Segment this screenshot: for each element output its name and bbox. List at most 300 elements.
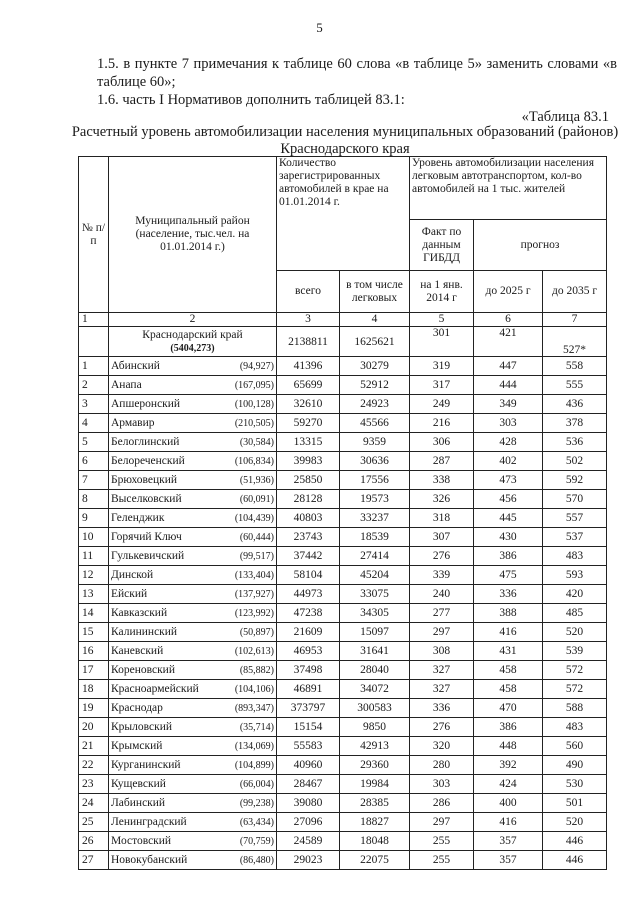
district-label: Армавир bbox=[111, 416, 155, 429]
row-number: 13 bbox=[79, 585, 109, 604]
district-name bbox=[109, 433, 277, 452]
district-population: (123,992) bbox=[234, 607, 274, 619]
forecast-2035: 520 bbox=[543, 623, 607, 642]
passenger-cars: 42913 bbox=[340, 737, 410, 756]
district-label: Ленинградский bbox=[111, 815, 187, 828]
header-district: Муниципальный район (население, тыс.чел. на 01.01.2014 г.) bbox=[109, 157, 277, 313]
passenger-cars: 29360 bbox=[340, 756, 410, 775]
district-name bbox=[109, 566, 277, 585]
forecast-2025: 448 bbox=[474, 737, 543, 756]
forecast-2025: 402 bbox=[474, 452, 543, 471]
krai-name: Краснодарский край bbox=[142, 328, 243, 341]
forecast-2035: 436 bbox=[543, 395, 607, 414]
district-population: (50,897) bbox=[239, 626, 274, 638]
total-vehicles: 37498 bbox=[277, 661, 340, 680]
row-number: 7 bbox=[79, 471, 109, 490]
total-vehicles: 28128 bbox=[277, 490, 340, 509]
forecast-2025: 424 bbox=[474, 775, 543, 794]
table-row bbox=[79, 395, 607, 414]
row-number: 19 bbox=[79, 699, 109, 718]
district-label: Горячий Ключ bbox=[111, 530, 182, 543]
forecast-2025: 430 bbox=[474, 528, 543, 547]
district-name bbox=[109, 509, 277, 528]
district-population: (86,480) bbox=[239, 854, 274, 866]
district-population: (60,091) bbox=[239, 493, 274, 505]
table-row bbox=[79, 585, 607, 604]
row-number: 23 bbox=[79, 775, 109, 794]
forecast-2035: 485 bbox=[543, 604, 607, 623]
district-population: (99,517) bbox=[239, 550, 274, 562]
table-row bbox=[79, 433, 607, 452]
fact-2014: 308 bbox=[410, 642, 474, 661]
krai-cars: 1625621 bbox=[340, 327, 410, 357]
passenger-cars: 30636 bbox=[340, 452, 410, 471]
total-vehicles: 46953 bbox=[277, 642, 340, 661]
district-name bbox=[109, 794, 277, 813]
district-population: (210,505) bbox=[234, 417, 274, 429]
district-label: Геленджик bbox=[111, 511, 165, 524]
row-number: 24 bbox=[79, 794, 109, 813]
row-number: 10 bbox=[79, 528, 109, 547]
district-population: (134,069) bbox=[234, 740, 274, 752]
district-name bbox=[109, 851, 277, 870]
table-title: Расчетный уровень автомобилизации населения муниципальных образований (районов) Краснодарского края bbox=[71, 124, 619, 157]
row-number: 16 bbox=[79, 642, 109, 661]
table-row bbox=[79, 623, 607, 642]
district-population: (66,004) bbox=[239, 778, 274, 790]
fact-2014: 276 bbox=[410, 547, 474, 566]
colnum-4: 4 bbox=[340, 313, 410, 327]
total-vehicles: 32610 bbox=[277, 395, 340, 414]
district-label: Анапа bbox=[111, 378, 142, 391]
forecast-2035: 555 bbox=[543, 376, 607, 395]
header-total: всего bbox=[277, 271, 340, 313]
district-label: Новокубанский bbox=[111, 853, 188, 866]
row-number: 8 bbox=[79, 490, 109, 509]
total-vehicles: 46891 bbox=[277, 680, 340, 699]
district-label: Каневский bbox=[111, 644, 164, 657]
forecast-2025: 386 bbox=[474, 547, 543, 566]
forecast-2035: 520 bbox=[543, 813, 607, 832]
passenger-cars: 34305 bbox=[340, 604, 410, 623]
district-name bbox=[109, 357, 277, 376]
forecast-2025: 447 bbox=[474, 357, 543, 376]
district-population: (167,095) bbox=[234, 379, 274, 391]
passenger-cars: 18048 bbox=[340, 832, 410, 851]
district-name bbox=[109, 376, 277, 395]
district-label: Ейский bbox=[111, 587, 148, 600]
district-label: Лабинский bbox=[111, 796, 166, 809]
passenger-cars: 18827 bbox=[340, 813, 410, 832]
row-number: 21 bbox=[79, 737, 109, 756]
district-name bbox=[109, 528, 277, 547]
table-row bbox=[79, 414, 607, 433]
district-name bbox=[109, 395, 277, 414]
forecast-2025: 470 bbox=[474, 699, 543, 718]
total-vehicles: 15154 bbox=[277, 718, 340, 737]
forecast-2035: 530 bbox=[543, 775, 607, 794]
table-row bbox=[79, 452, 607, 471]
row-number: 6 bbox=[79, 452, 109, 471]
passenger-cars: 17556 bbox=[340, 471, 410, 490]
forecast-2035: 446 bbox=[543, 832, 607, 851]
fact-2014: 287 bbox=[410, 452, 474, 471]
passenger-cars: 30279 bbox=[340, 357, 410, 376]
district-population: (35,714) bbox=[239, 721, 274, 733]
district-label: Выселковский bbox=[111, 492, 182, 505]
district-label: Кавказский bbox=[111, 606, 168, 619]
colnum-1: 1 bbox=[79, 313, 109, 327]
header-jan2014: на 1 янв. 2014 г bbox=[410, 271, 474, 313]
forecast-2035: 558 bbox=[543, 357, 607, 376]
forecast-2025: 386 bbox=[474, 718, 543, 737]
passenger-cars: 33237 bbox=[340, 509, 410, 528]
table-row bbox=[79, 490, 607, 509]
forecast-2035: 502 bbox=[543, 452, 607, 471]
forecast-2025: 431 bbox=[474, 642, 543, 661]
krai-fact: 301 bbox=[410, 327, 474, 357]
forecast-2025: 444 bbox=[474, 376, 543, 395]
krai-2035: 527* bbox=[543, 327, 607, 357]
district-population: (94,927) bbox=[239, 360, 274, 372]
total-vehicles: 373797 bbox=[277, 699, 340, 718]
passenger-cars: 45204 bbox=[340, 566, 410, 585]
fact-2014: 297 bbox=[410, 623, 474, 642]
district-label: Белоглинский bbox=[111, 435, 180, 448]
row-number: 25 bbox=[79, 813, 109, 832]
forecast-2025: 400 bbox=[474, 794, 543, 813]
district-population: (60,444) bbox=[239, 531, 274, 543]
row-number: 11 bbox=[79, 547, 109, 566]
forecast-2025: 357 bbox=[474, 851, 543, 870]
header-registered: Количество зарегистрированных автомобилей в крае на 01.01.2014 г. bbox=[277, 157, 410, 271]
table-row bbox=[79, 851, 607, 870]
fact-2014: 277 bbox=[410, 604, 474, 623]
table-row bbox=[79, 528, 607, 547]
district-label: Абинский bbox=[111, 359, 160, 372]
passenger-cars: 31641 bbox=[340, 642, 410, 661]
forecast-2025: 349 bbox=[474, 395, 543, 414]
fact-2014: 327 bbox=[410, 680, 474, 699]
total-vehicles: 23743 bbox=[277, 528, 340, 547]
colnum-3: 3 bbox=[277, 313, 340, 327]
district-population: (104,899) bbox=[234, 759, 274, 771]
table-row bbox=[79, 357, 607, 376]
passenger-cars: 45566 bbox=[340, 414, 410, 433]
district-name bbox=[109, 585, 277, 604]
total-vehicles: 47238 bbox=[277, 604, 340, 623]
row-number: 15 bbox=[79, 623, 109, 642]
total-vehicles: 28467 bbox=[277, 775, 340, 794]
district-label: Апшеронский bbox=[111, 397, 181, 410]
forecast-2035: 490 bbox=[543, 756, 607, 775]
fact-2014: 280 bbox=[410, 756, 474, 775]
district-population: (106,834) bbox=[234, 455, 274, 467]
fact-2014: 255 bbox=[410, 832, 474, 851]
district-label: Белореченский bbox=[111, 454, 185, 467]
forecast-2035: 446 bbox=[543, 851, 607, 870]
header-2025: до 2025 г bbox=[474, 271, 543, 313]
fact-2014: 319 bbox=[410, 357, 474, 376]
header-2035: до 2035 г bbox=[543, 271, 607, 313]
passenger-cars: 28040 bbox=[340, 661, 410, 680]
forecast-2035: 536 bbox=[543, 433, 607, 452]
total-vehicles: 59270 bbox=[277, 414, 340, 433]
total-vehicles: 65699 bbox=[277, 376, 340, 395]
forecast-2025: 458 bbox=[474, 661, 543, 680]
district-population: (893,347) bbox=[234, 702, 274, 714]
fact-2014: 326 bbox=[410, 490, 474, 509]
district-label: Курганинский bbox=[111, 758, 181, 771]
fact-2014: 249 bbox=[410, 395, 474, 414]
passenger-cars: 28385 bbox=[340, 794, 410, 813]
header-fact: Факт по данным ГИБДД bbox=[410, 220, 474, 271]
forecast-2025: 445 bbox=[474, 509, 543, 528]
row-number: 2 bbox=[79, 376, 109, 395]
paragraph-1-6: 1.6. часть I Нормативов дополнить таблицей 83.1: bbox=[97, 92, 405, 108]
forecast-2035: 560 bbox=[543, 737, 607, 756]
forecast-2035: 483 bbox=[543, 547, 607, 566]
district-population: (104,439) bbox=[234, 512, 274, 524]
district-label: Кореновский bbox=[111, 663, 175, 676]
colnum-2: 2 bbox=[109, 313, 277, 327]
header-level: Уровень автомобилизации населения легковым автотранспортом, кол-во автомобилей на 1 тыс. жителей bbox=[410, 157, 607, 220]
fact-2014: 317 bbox=[410, 376, 474, 395]
table-row bbox=[79, 661, 607, 680]
fact-2014: 338 bbox=[410, 471, 474, 490]
district-label: Кущевский bbox=[111, 777, 166, 790]
colnum-5: 5 bbox=[410, 313, 474, 327]
total-vehicles: 58104 bbox=[277, 566, 340, 585]
forecast-2025: 458 bbox=[474, 680, 543, 699]
total-vehicles: 13315 bbox=[277, 433, 340, 452]
krai-total: 2138811 bbox=[277, 327, 340, 357]
forecast-2025: 357 bbox=[474, 832, 543, 851]
header-cars: в том числе легковых bbox=[340, 271, 410, 313]
table-row bbox=[79, 566, 607, 585]
total-vehicles: 29023 bbox=[277, 851, 340, 870]
district-name bbox=[109, 661, 277, 680]
district-population: (137,927) bbox=[234, 588, 274, 600]
total-vehicles: 24589 bbox=[277, 832, 340, 851]
colnum-6: 6 bbox=[474, 313, 543, 327]
colnum-7: 7 bbox=[543, 313, 607, 327]
row-number: 12 bbox=[79, 566, 109, 585]
row-number: 5 bbox=[79, 433, 109, 452]
district-name bbox=[109, 832, 277, 851]
forecast-2035: 588 bbox=[543, 699, 607, 718]
passenger-cars: 19573 bbox=[340, 490, 410, 509]
motorization-table bbox=[78, 156, 607, 870]
row-number: 4 bbox=[79, 414, 109, 433]
forecast-2025: 392 bbox=[474, 756, 543, 775]
total-vehicles: 27096 bbox=[277, 813, 340, 832]
forecast-2035: 378 bbox=[543, 414, 607, 433]
district-name bbox=[109, 756, 277, 775]
passenger-cars: 22075 bbox=[340, 851, 410, 870]
table-tag: «Таблица 83.1 bbox=[521, 109, 609, 125]
row-number: 27 bbox=[79, 851, 109, 870]
total-vehicles: 55583 bbox=[277, 737, 340, 756]
forecast-2035: 570 bbox=[543, 490, 607, 509]
fact-2014: 306 bbox=[410, 433, 474, 452]
forecast-2035: 572 bbox=[543, 661, 607, 680]
district-name bbox=[109, 623, 277, 642]
district-name bbox=[109, 642, 277, 661]
fact-2014: 216 bbox=[410, 414, 474, 433]
district-population: (63,434) bbox=[239, 816, 274, 828]
district-name bbox=[109, 718, 277, 737]
passenger-cars: 300583 bbox=[340, 699, 410, 718]
district-label: Мостовский bbox=[111, 834, 172, 847]
total-vehicles: 39983 bbox=[277, 452, 340, 471]
row-number: 14 bbox=[79, 604, 109, 623]
forecast-2025: 473 bbox=[474, 471, 543, 490]
district-population: (102,613) bbox=[234, 645, 274, 657]
header-forecast: прогноз bbox=[474, 220, 607, 271]
fact-2014: 276 bbox=[410, 718, 474, 737]
total-vehicles: 40960 bbox=[277, 756, 340, 775]
forecast-2035: 557 bbox=[543, 509, 607, 528]
table-row bbox=[79, 699, 607, 718]
table-row bbox=[79, 813, 607, 832]
district-name bbox=[109, 813, 277, 832]
passenger-cars: 52912 bbox=[340, 376, 410, 395]
fact-2014: 318 bbox=[410, 509, 474, 528]
district-population: (104,106) bbox=[234, 683, 274, 695]
district-label: Калининский bbox=[111, 625, 178, 638]
total-vehicles: 25850 bbox=[277, 471, 340, 490]
district-population: (100,128) bbox=[234, 398, 274, 410]
fact-2014: 303 bbox=[410, 775, 474, 794]
forecast-2025: 475 bbox=[474, 566, 543, 585]
header-no: № п/п bbox=[79, 157, 109, 313]
passenger-cars: 15097 bbox=[340, 623, 410, 642]
fact-2014: 286 bbox=[410, 794, 474, 813]
district-name bbox=[109, 604, 277, 623]
total-vehicles: 37442 bbox=[277, 547, 340, 566]
fact-2014: 339 bbox=[410, 566, 474, 585]
table-row bbox=[79, 376, 607, 395]
total-vehicles: 40803 bbox=[277, 509, 340, 528]
district-name bbox=[109, 547, 277, 566]
total-vehicles: 39080 bbox=[277, 794, 340, 813]
table-row bbox=[79, 718, 607, 737]
passenger-cars: 9359 bbox=[340, 433, 410, 452]
forecast-2035: 539 bbox=[543, 642, 607, 661]
district-name bbox=[109, 699, 277, 718]
table-row bbox=[79, 756, 607, 775]
fact-2014: 255 bbox=[410, 851, 474, 870]
forecast-2035: 420 bbox=[543, 585, 607, 604]
total-vehicles: 44973 bbox=[277, 585, 340, 604]
krai-2025: 421 bbox=[474, 327, 543, 357]
district-label: Крымский bbox=[111, 739, 163, 752]
district-population: (85,882) bbox=[239, 664, 274, 676]
table-row bbox=[79, 604, 607, 623]
page-number: 5 bbox=[316, 20, 323, 35]
fact-2014: 297 bbox=[410, 813, 474, 832]
forecast-2035: 501 bbox=[543, 794, 607, 813]
table-row bbox=[79, 547, 607, 566]
fact-2014: 320 bbox=[410, 737, 474, 756]
district-population: (99,238) bbox=[239, 797, 274, 809]
forecast-2025: 336 bbox=[474, 585, 543, 604]
paragraph-1-5: 1.5. в пункте 7 примечания к таблице 60 слова «в таблице 5» заменить словами «в таблице 60»; bbox=[97, 56, 617, 90]
fact-2014: 240 bbox=[410, 585, 474, 604]
table-row bbox=[79, 509, 607, 528]
row-number: 1 bbox=[79, 357, 109, 376]
row-number: 17 bbox=[79, 661, 109, 680]
table-row bbox=[79, 832, 607, 851]
passenger-cars: 24923 bbox=[340, 395, 410, 414]
district-label: Брюховецкий bbox=[111, 473, 178, 486]
passenger-cars: 34072 bbox=[340, 680, 410, 699]
forecast-2025: 428 bbox=[474, 433, 543, 452]
forecast-2025: 416 bbox=[474, 813, 543, 832]
district-population: (70,759) bbox=[239, 835, 274, 847]
forecast-2035: 483 bbox=[543, 718, 607, 737]
district-name bbox=[109, 490, 277, 509]
fact-2014: 307 bbox=[410, 528, 474, 547]
table-row bbox=[79, 775, 607, 794]
total-vehicles: 41396 bbox=[277, 357, 340, 376]
passenger-cars: 19984 bbox=[340, 775, 410, 794]
forecast-2035: 592 bbox=[543, 471, 607, 490]
krai-row bbox=[79, 327, 607, 357]
forecast-2025: 388 bbox=[474, 604, 543, 623]
district-label: Красноармейский bbox=[111, 682, 199, 695]
total-vehicles: 21609 bbox=[277, 623, 340, 642]
row-number: 18 bbox=[79, 680, 109, 699]
row-number: 3 bbox=[79, 395, 109, 414]
fact-2014: 336 bbox=[410, 699, 474, 718]
passenger-cars: 27414 bbox=[340, 547, 410, 566]
district-label: Гулькевичский bbox=[111, 549, 185, 562]
row-number: 22 bbox=[79, 756, 109, 775]
district-population: (133,404) bbox=[234, 569, 274, 581]
table-row bbox=[79, 794, 607, 813]
district-population: (30,584) bbox=[239, 436, 274, 448]
forecast-2025: 416 bbox=[474, 623, 543, 642]
table-row bbox=[79, 680, 607, 699]
passenger-cars: 9850 bbox=[340, 718, 410, 737]
forecast-2035: 593 bbox=[543, 566, 607, 585]
forecast-2035: 572 bbox=[543, 680, 607, 699]
table-row bbox=[79, 471, 607, 490]
district-label: Крыловский bbox=[111, 720, 172, 733]
district-name bbox=[109, 775, 277, 794]
district-label: Краснодар bbox=[111, 701, 163, 714]
district-label: Динской bbox=[111, 568, 154, 581]
row-number: 9 bbox=[79, 509, 109, 528]
district-name bbox=[109, 452, 277, 471]
row-number: 20 bbox=[79, 718, 109, 737]
passenger-cars: 33075 bbox=[340, 585, 410, 604]
table-row bbox=[79, 737, 607, 756]
forecast-2025: 456 bbox=[474, 490, 543, 509]
district-population: (51,936) bbox=[239, 474, 274, 486]
fact-2014: 327 bbox=[410, 661, 474, 680]
forecast-2035: 537 bbox=[543, 528, 607, 547]
row-number: 26 bbox=[79, 832, 109, 851]
table-row bbox=[79, 642, 607, 661]
district-name bbox=[109, 737, 277, 756]
passenger-cars: 18539 bbox=[340, 528, 410, 547]
district-name bbox=[109, 414, 277, 433]
forecast-2025: 303 bbox=[474, 414, 543, 433]
krai-population: (5404,273) bbox=[170, 342, 215, 354]
